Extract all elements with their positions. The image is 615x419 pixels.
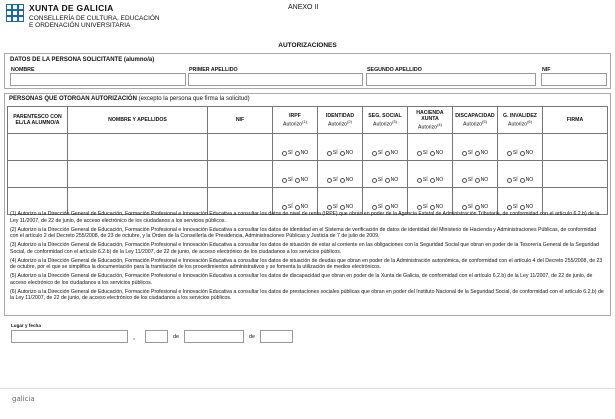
radio-circle-icon — [417, 151, 422, 156]
no-label: NO — [390, 204, 399, 211]
yes-radio[interactable] — [282, 150, 293, 156]
applicant-panel — [4, 53, 611, 89]
yes-label: SÍ — [512, 177, 518, 184]
second-surname-input[interactable] — [366, 73, 536, 86]
no-label: NO — [435, 150, 444, 157]
radio-circle-icon — [372, 151, 377, 156]
radio-circle-icon — [327, 178, 332, 183]
authorization-radio-group — [408, 161, 453, 188]
no-label: NO — [300, 177, 309, 184]
authorization-radio-group — [363, 161, 408, 188]
nif-cell[interactable] — [208, 161, 273, 188]
radio-circle-icon — [430, 151, 435, 156]
yes-label: SÍ — [332, 204, 338, 211]
no-radio[interactable] — [520, 204, 534, 210]
yes-radio[interactable] — [417, 177, 428, 183]
yes-label: SÍ — [422, 204, 428, 211]
authorization-radio-group — [498, 161, 543, 188]
authorization-radio-group — [273, 161, 318, 188]
col-identity: IDENTIDAD Autorizo$^{(2)}$ — [318, 107, 363, 134]
xunta-logo-icon — [6, 4, 24, 22]
yes-label: SÍ — [287, 177, 293, 184]
radio-circle-icon — [385, 178, 390, 183]
yes-radio[interactable] — [462, 177, 473, 183]
authorization-radio-group — [453, 134, 498, 161]
nif-cell[interactable] — [208, 134, 273, 161]
no-radio[interactable] — [475, 204, 489, 210]
radio-circle-icon — [372, 205, 377, 210]
radio-circle-icon — [430, 205, 435, 210]
first-surname-label: PRIMER APELLIDO — [189, 67, 238, 73]
relationship-cell[interactable] — [8, 161, 68, 188]
no-label: NO — [390, 150, 399, 157]
radio-circle-icon — [327, 205, 332, 210]
org-name: XUNTA DE GALICIA — [29, 3, 114, 13]
applicant-section-title: DATOS DE LA PERSONA SOLICITANTE (alumno/a) — [10, 57, 155, 63]
name-label: NOMBRE — [11, 67, 35, 73]
signature-cell[interactable] — [543, 161, 608, 188]
col-name: NOMBRE Y APELLIDOS — [68, 107, 208, 134]
authorizers-table — [7, 106, 608, 215]
radio-circle-icon — [507, 151, 512, 156]
authorizers-section-title: PERSONAS QUE OTORGAN AUTORIZACIÓN (excepto la persona que firma la solicitud) — [9, 96, 250, 102]
note-2: (2) Autorizo a la Dirección General de Educación, Formación Profesional e Innovación Educativa a consultar los datos de identidad en el Sistema de verificación de datos de identidad del Ministerio de Hacienda y Administraciones Públicas, de conformidad con el artículo 2 del Decreto 255/2008, de 23 de octubre, y la Orden de la Consellería de Presidencia, Administraciones Públicas y Justicia de 7 de julio de 2009. — [10, 226, 597, 240]
no-label: NO — [345, 204, 354, 211]
yes-radio[interactable] — [327, 204, 338, 210]
place-date-label: Lugar y fecha — [11, 323, 41, 328]
second-surname-label: SEGUNDO APELLIDO — [367, 67, 422, 73]
no-label: NO — [480, 204, 489, 211]
no-label: NO — [390, 177, 399, 184]
radio-circle-icon — [372, 178, 377, 183]
no-radio[interactable] — [475, 177, 489, 183]
yes-radio[interactable] — [507, 177, 518, 183]
place-input[interactable] — [11, 330, 128, 343]
no-radio[interactable] — [340, 204, 354, 210]
radio-circle-icon — [340, 151, 345, 156]
note-6: (6) Autorizo a la Dirección General de Educación, Formación Profesional e Innovación Educativa a consultar los datos de prestaciones sociales públicas que obran en poder del Instituto Nacional de la Seguridad Social, de conformidad con el artículo 6.2.b) de la Ley 11/2007, de 22 de junio, de acceso electrónico de los ciudadanos a los servicios públicos. — [10, 288, 604, 302]
radio-circle-icon — [385, 151, 390, 156]
col-widowhood: G. INVALIDEZ Autorizo$^{(6)}$ — [498, 107, 543, 134]
no-label: NO — [480, 150, 489, 157]
no-label: NO — [525, 150, 534, 157]
no-radio[interactable] — [340, 177, 354, 183]
no-label: NO — [300, 150, 309, 157]
no-radio[interactable] — [295, 204, 309, 210]
day-input[interactable] — [145, 330, 168, 343]
year-input[interactable] — [260, 330, 293, 343]
yes-radio[interactable] — [282, 177, 293, 183]
col-signature: FIRMA — [543, 107, 608, 134]
radio-circle-icon — [507, 178, 512, 183]
radio-circle-icon — [475, 205, 480, 210]
yes-label: SÍ — [332, 150, 338, 157]
yes-radio[interactable] — [282, 204, 293, 210]
radio-circle-icon — [282, 205, 287, 210]
radio-circle-icon — [417, 205, 422, 210]
table-row — [8, 134, 608, 161]
radio-circle-icon — [417, 178, 422, 183]
no-radio[interactable] — [295, 177, 309, 183]
yes-radio[interactable] — [507, 204, 518, 210]
yes-radio[interactable] — [372, 204, 383, 210]
footer-divider — [0, 388, 615, 389]
page-title: AUTORIZACIONES — [278, 42, 337, 49]
no-label: NO — [345, 150, 354, 157]
department-name: CONSELLERÍA DE CULTURA, EDUCACIÓN E ORDENACIÓN UNIVERSITARIA — [29, 15, 160, 29]
authorization-radio-group — [453, 161, 498, 188]
radio-circle-icon — [475, 151, 480, 156]
note-1: (1) Autorizo a la Dirección General de Educación, Formación Profesional e Innovación Educativa a consultar los datos de nivel de renta (IRPF) que obran en poder de la Agencia Estatal de Administración Tributaria, de conformidad con el artículo 6.2.b) de la Ley 11/2007, de 22 de junio, de acceso electrónico de los ciudadanos a los servicios públicos. — [10, 211, 600, 224]
col-disability: DISCAPACIDAD Autorizo$^{(5)}$ — [453, 107, 498, 134]
yes-label: SÍ — [377, 177, 383, 184]
radio-circle-icon — [295, 178, 300, 183]
note-4: (4) Autorizo a la Dirección General de Educación, Formación Profesional e Innovación Educativa a consultar los datos de situación de deudas que obran en poder de la Administración autonómica, de conformidad con el artículo 4 del Decreto 255/2008, de 23 de octubre, por el que se simplifica la documentación para la tramitación de los procedimientos administrativos y se fomenta la utilización de medios electrónicos. — [10, 257, 603, 271]
col-relationship: PARENTESCO CON EL/LA ALUMNO/A — [8, 107, 68, 134]
radio-circle-icon — [520, 178, 525, 183]
radio-circle-icon — [295, 151, 300, 156]
yes-label: SÍ — [422, 150, 428, 157]
yes-radio[interactable] — [417, 150, 428, 156]
signature-cell[interactable] — [543, 134, 608, 161]
no-label: NO — [345, 177, 354, 184]
first-surname-input[interactable] — [188, 73, 363, 86]
authorization-radio-group — [318, 134, 363, 161]
authorization-radio-group — [363, 134, 408, 161]
no-label: NO — [525, 204, 534, 211]
no-label: NO — [435, 204, 444, 211]
table-header-row — [8, 107, 608, 134]
no-radio[interactable] — [295, 150, 309, 156]
radio-circle-icon — [282, 151, 287, 156]
name-cell[interactable] — [68, 134, 208, 161]
yes-radio[interactable] — [507, 150, 518, 156]
yes-radio[interactable] — [462, 150, 473, 156]
yes-label: SÍ — [377, 150, 383, 157]
annex-label: ANEXO II — [288, 4, 319, 11]
radio-circle-icon — [507, 205, 512, 210]
de-label-1: de — [173, 334, 180, 340]
no-radio[interactable] — [430, 150, 444, 156]
authorization-notes — [10, 211, 606, 304]
nif-label: NIF — [542, 67, 551, 73]
yes-label: SÍ — [467, 150, 473, 157]
note-3: (3) Autorizo a la Dirección General de Educación, Formación Profesional e Innovación Educativa a consultar los datos de situación de estar al corriente en las obligaciones con la Seguridad Social que obran en poder de la Tesorería General de la Seguridad Social, de conformidad con el artículo 6.2.b) de la Ley 11/2007, de 22 de junio, de acceso electrónico de los ciudadanos a los servicios públicos. — [10, 242, 600, 255]
no-label: NO — [435, 177, 444, 184]
no-radio[interactable] — [340, 150, 354, 156]
authorization-radio-group — [408, 134, 453, 161]
yes-label: SÍ — [467, 204, 473, 211]
col-social-security: SEG. SOCIAL Autorizo$^{(3)}$ — [363, 107, 408, 134]
name-input[interactable] — [10, 73, 186, 86]
no-radio[interactable] — [430, 204, 444, 210]
radio-circle-icon — [340, 205, 345, 210]
yes-radio[interactable] — [327, 150, 338, 156]
yes-label: SÍ — [512, 150, 518, 157]
month-input[interactable] — [184, 330, 244, 343]
radio-circle-icon — [327, 151, 332, 156]
authorization-radio-group — [273, 134, 318, 161]
no-radio[interactable] — [475, 150, 489, 156]
radio-circle-icon — [385, 205, 390, 210]
no-label: NO — [480, 177, 489, 184]
comma-separator: , — [133, 334, 135, 341]
yes-label: SÍ — [332, 177, 338, 184]
authorization-radio-group — [498, 134, 543, 161]
radio-circle-icon — [520, 205, 525, 210]
radio-circle-icon — [520, 151, 525, 156]
relationship-cell[interactable] — [8, 134, 68, 161]
yes-label: SÍ — [422, 177, 428, 184]
no-radio[interactable] — [385, 177, 399, 183]
radio-circle-icon — [340, 178, 345, 183]
radio-circle-icon — [475, 178, 480, 183]
yes-label: SÍ — [467, 177, 473, 184]
no-radio[interactable] — [520, 177, 534, 183]
no-radio[interactable] — [520, 150, 534, 156]
col-nif: NIF — [208, 107, 273, 134]
nif-input[interactable] — [541, 73, 607, 86]
radio-circle-icon — [430, 178, 435, 183]
table-row — [8, 161, 608, 188]
authorization-radio-group — [318, 161, 363, 188]
col-treasury: HACIENDA XUNTA Autorizo$^{(4)}$ — [408, 107, 453, 134]
radio-circle-icon — [462, 205, 467, 210]
no-label: NO — [300, 204, 309, 211]
no-radio[interactable] — [385, 150, 399, 156]
yes-label: SÍ — [512, 204, 518, 211]
note-5: (5) Autorizo a la Dirección General de Educación, Formación Profesional e Innovación Educativa a consultar los datos de discapacidad que obran en poder de la Xunta de Galicia, de conformidad con el artículo 6.2.b) de la Ley 11/2007, de 22 de junio, de acceso electrónico de los ciudadanos a los servicios públicos. — [10, 273, 593, 286]
no-radio[interactable] — [430, 177, 444, 183]
name-cell[interactable] — [68, 161, 208, 188]
radio-circle-icon — [462, 178, 467, 183]
yes-radio[interactable] — [372, 150, 383, 156]
yes-label: SÍ — [377, 204, 383, 211]
yes-label: SÍ — [287, 204, 293, 211]
yes-label: SÍ — [287, 150, 293, 157]
radio-circle-icon — [282, 178, 287, 183]
yes-radio[interactable] — [462, 204, 473, 210]
radio-circle-icon — [295, 205, 300, 210]
yes-radio[interactable] — [327, 177, 338, 183]
yes-radio[interactable] — [417, 204, 428, 210]
radio-circle-icon — [462, 151, 467, 156]
no-label: NO — [525, 177, 534, 184]
galicia-brand-logo: galicia — [12, 395, 35, 403]
de-label-2: de — [249, 334, 256, 340]
col-irpf: IRPF Autorizo$^{(1)}$ — [273, 107, 318, 134]
yes-radio[interactable] — [372, 177, 383, 183]
no-radio[interactable] — [385, 204, 399, 210]
